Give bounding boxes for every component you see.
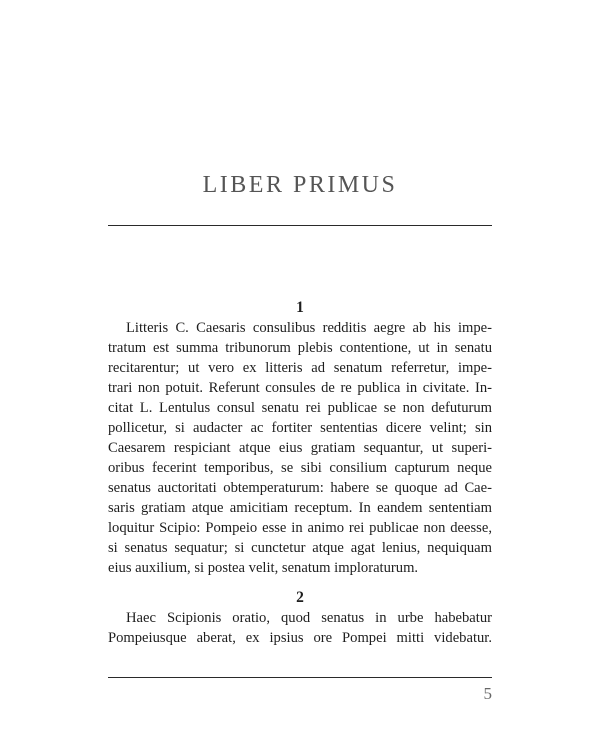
section-number: 1 xyxy=(296,299,304,316)
text-line: Pompeiusque aberat, ex ipsius ore Pompei mitti videbatur. xyxy=(108,630,492,646)
text-line: Litteris C. Caesaris consulibus redditis aegre ab his impe- xyxy=(126,320,492,336)
bottom-rule xyxy=(108,677,492,678)
text-line: Haec Scipionis oratio, quod senatus in urbe habebatur xyxy=(126,610,492,626)
text-line: si senatus sequatur; si cunctetur atque agat lenius, nequiquam xyxy=(108,540,492,556)
text-line: recitarentur; ut vero ex litteris ad senatum referretur, impe- xyxy=(108,360,492,376)
text-line: tratum est summa tribunorum plebis contentione, ut in senatu xyxy=(108,340,492,356)
section-paragraph xyxy=(108,318,492,578)
text-line: oribus fecerint temporibus, se sibi consilium capturum neque xyxy=(108,460,492,476)
section-2 xyxy=(108,588,492,648)
text-line: pollicetur, si audacter ac fortiter sententias dicere velint; sin xyxy=(108,420,492,436)
section-number: 2 xyxy=(296,589,304,606)
text-line: senatus auctoritati obtemperaturum: habere se quoque ad Cae- xyxy=(108,480,492,496)
text-line: saris gratiam atque amicitiam receptum. In eandem sententiam xyxy=(108,500,492,516)
text-line: loquitur Scipio: Pompeio esse in animo rei publicae non deesse, xyxy=(108,520,492,536)
chapter-title: LIBER PRIMUS xyxy=(202,172,398,198)
text-line: Caesarem respiciant atque eius gratiam sequantur, ut superi- xyxy=(108,440,492,456)
section-paragraph xyxy=(108,608,492,648)
top-rule xyxy=(108,225,492,226)
text-line: eius auxilium, si postea velit, senatum imploraturum. xyxy=(108,560,419,576)
page-number: 5 xyxy=(483,684,492,703)
section-1 xyxy=(108,298,492,578)
text-line: trari non potuit. Referunt consules de re publica in civitate. In- xyxy=(108,380,492,396)
text-line: citat L. Lentulus consul senatu rei publicae se non defuturum xyxy=(108,400,492,416)
